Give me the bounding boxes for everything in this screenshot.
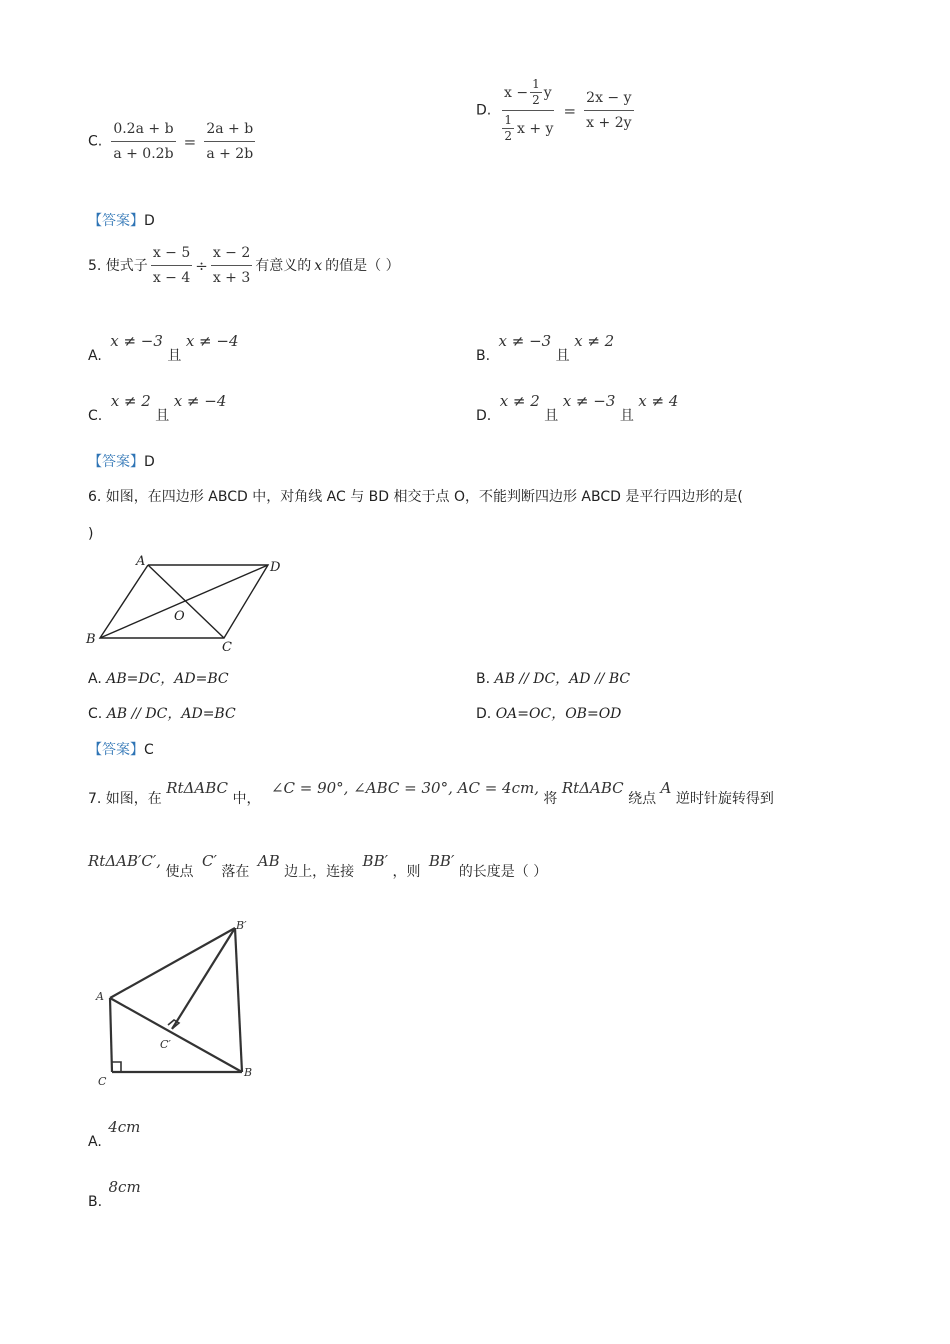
right-angle-c [112, 1062, 121, 1072]
segment-ac [110, 998, 112, 1072]
q7-figure [90, 912, 265, 1092]
q6-figure [82, 550, 292, 655]
segment-b1c1 [172, 928, 235, 1029]
label-b-prime: B′ [236, 919, 247, 932]
label-c: C [222, 640, 232, 655]
option-label: C. [88, 133, 103, 150]
answer-bracket: 【答案】 [88, 213, 144, 229]
q7-option-a: A. 4cm [88, 1118, 141, 1150]
answer-bracket: 【答案】 [88, 742, 144, 758]
label-o: O [174, 609, 185, 624]
label-b: B [244, 1066, 253, 1079]
q6-option-d: D. OA=OC，OB=OD [476, 706, 622, 722]
right-angle-c1 [168, 1020, 179, 1028]
q4-option-c: C. $\frac{0.2a + b}{a + 0.2b}$ = $\frac{2a + b}{a + 2b}$ [88, 121, 254, 162]
q4-answer [88, 212, 155, 230]
q6-option-a: A. AB=DC，AD=BC [88, 671, 229, 687]
segment-ab1 [110, 928, 235, 998]
diagonal-ac [148, 565, 224, 638]
q7-stem-line2: RtΔAB′C′, 使点 C′ 落在 AB 边上，连接 BB′ ，则 BB′ 的长度是（ ） [88, 852, 548, 880]
diagonal-bd [100, 565, 268, 638]
answer-bracket: 【答案】 [88, 454, 144, 470]
option-label: D. [476, 102, 492, 119]
segment-ab [110, 998, 242, 1072]
q5-stem: 5. 使式子 $\frac{x - 5}{x - 4}$ ÷ $\frac{x - 2}{x + 3}$ 有意义的 x 的值是（ ） [88, 245, 400, 286]
fraction-2: $\frac{x - 2}{x + 3}$ [212, 245, 251, 286]
fraction-1: $\frac{x - 5}{x - 4}$ [152, 245, 191, 286]
q7-option-b: B. 8cm [88, 1178, 141, 1210]
q7-stem-line1: 7. 如图，在 RtΔABC 中， ∠C = 90°, ∠ABC = 30°, AC = 4cm, 将 RtΔABC 绕点 A 逆时针旋转得到 [88, 779, 774, 807]
label-a: A [96, 990, 104, 1003]
label-d: D [270, 560, 281, 575]
label-c-prime: C′ [160, 1038, 171, 1051]
label-a: A [136, 554, 146, 569]
q6-stem-line2: ) [88, 526, 94, 542]
segment-b1b [235, 928, 242, 1072]
complex-fraction: x − $\frac{1}{2}$ y $\frac{1}{2}$ x + y [504, 77, 554, 143]
answer-value: C [144, 742, 154, 758]
q6-option-b: B. AB // DC，AD // BC [476, 671, 631, 687]
q5-option-d: D. x ≠ 2 且 x ≠ −3 且 x ≠ 4 [476, 392, 679, 424]
q5-answer [88, 453, 155, 471]
fraction-left: $\frac{0.2a + b}{a + 0.2b}$ [113, 121, 174, 162]
answer-value: D [144, 213, 155, 229]
label-c: C [98, 1075, 107, 1088]
q6-stem-line1: 6. 如图，在四边形 ABCD 中，对角线 AC 与 BD 相交于点 O，不能判断四边形 ABCD 是平行四边形的是( [88, 489, 743, 505]
q5-option-b: B. x ≠ −3 且 x ≠ 2 [476, 332, 615, 364]
q5-option-c: C. x ≠ 2 且 x ≠ −4 [88, 392, 227, 424]
fraction-right: $\frac{2a + b}{a + 2b}$ [206, 121, 254, 162]
q5-option-a: A. x ≠ −3 且 x ≠ −4 [88, 332, 239, 364]
q6-option-c: C. AB // DC，AD=BC [88, 706, 236, 722]
label-b: B [86, 632, 96, 647]
q6-answer [88, 741, 154, 759]
answer-value: D [144, 454, 155, 470]
q4-option-d: D. x − $\frac{1}{2}$ y $\frac{1}{2}$ x + y = $\frac{2x - y}{x + 2y}$ [476, 77, 632, 143]
q5-prefix: 5. 使式子 [88, 257, 148, 274]
fraction-right: $\frac{2x - y}{x + 2y}$ [586, 90, 632, 131]
